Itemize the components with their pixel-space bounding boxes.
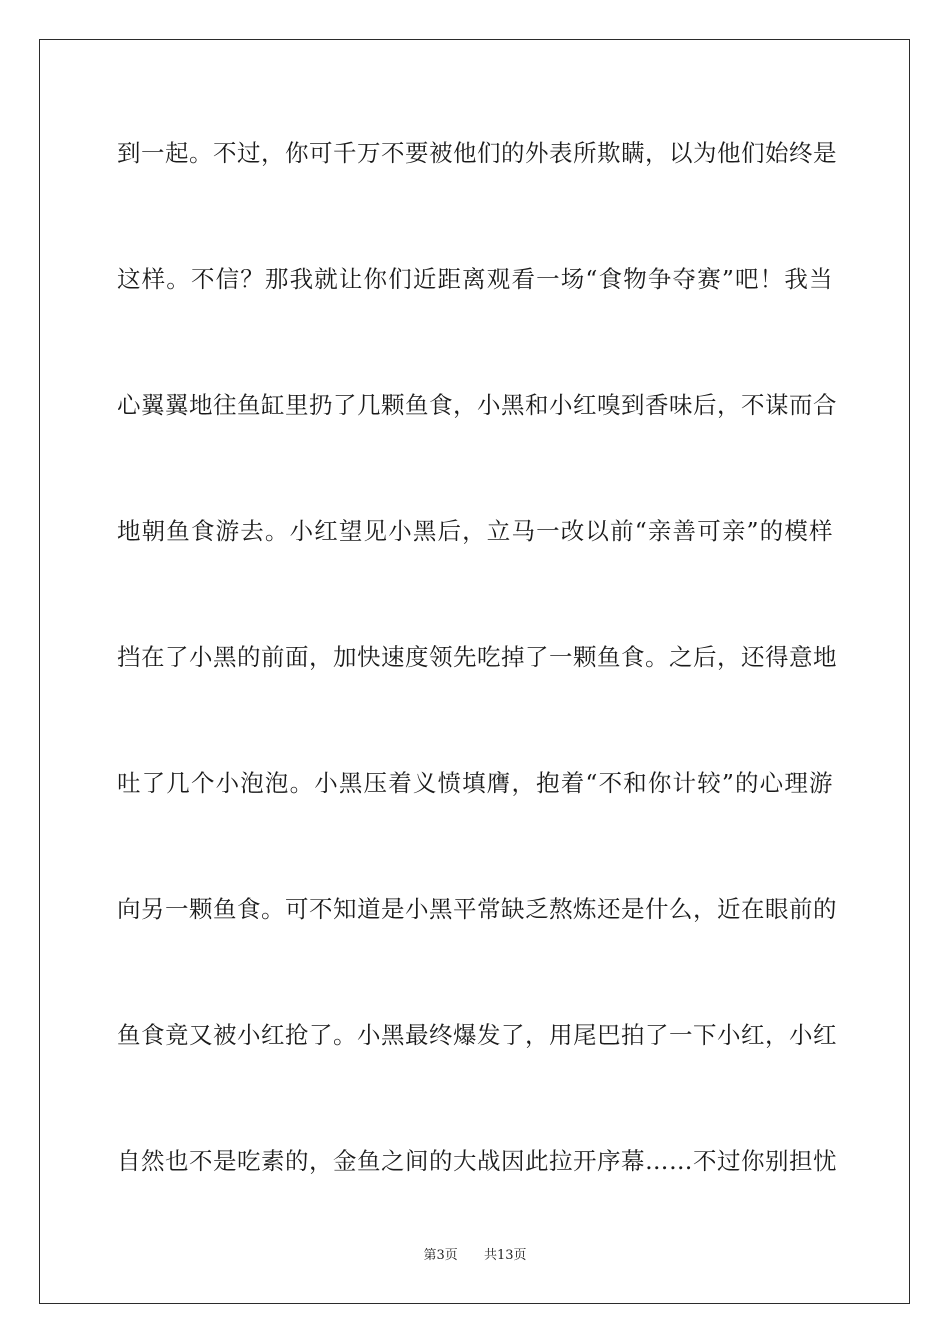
document-body xyxy=(117,118,837,1252)
text-line-7: 向另一颗鱼食。可不知道是小黑平常缺乏熬炼还是什么，近在眼前的 xyxy=(117,895,837,923)
text-line-6: 吐了几个小泡泡。小黑压着义愤填膺，抱着“不和你计较”的心理游 xyxy=(117,769,833,797)
text-line-9: 自然也不是吃素的，金鱼之间的大战因此拉开序幕……不过你别担忧 xyxy=(117,1147,837,1175)
page-number: 第3页 xyxy=(423,1248,458,1263)
text-line-3: 心翼翼地往鱼缸里扔了几颗鱼食，小黑和小红嗅到香味后，不谋而合 xyxy=(117,391,837,419)
page-total: 共13页 xyxy=(484,1248,527,1263)
text-line-1: 到一起。不过，你可千万不要被他们的外表所欺瞒，以为他们始终是 xyxy=(117,139,837,167)
text-line-2: 这样。不信？那我就让你们近距离观看一场“食物争夺赛”吧！我当 xyxy=(117,265,833,293)
text-line-4: 地朝鱼食游去。小红望见小黑后，立马一改以前“亲善可亲”的模样 xyxy=(117,517,833,545)
text-line-5: 挡在了小黑的前面，加快速度领先吃掉了一颗鱼食。之后，还得意地 xyxy=(117,643,837,671)
page-footer xyxy=(0,1246,950,1266)
text-line-8: 鱼食竟又被小红抢了。小黑最终爆发了，用尾巴拍了一下小红，小红 xyxy=(117,1021,837,1049)
